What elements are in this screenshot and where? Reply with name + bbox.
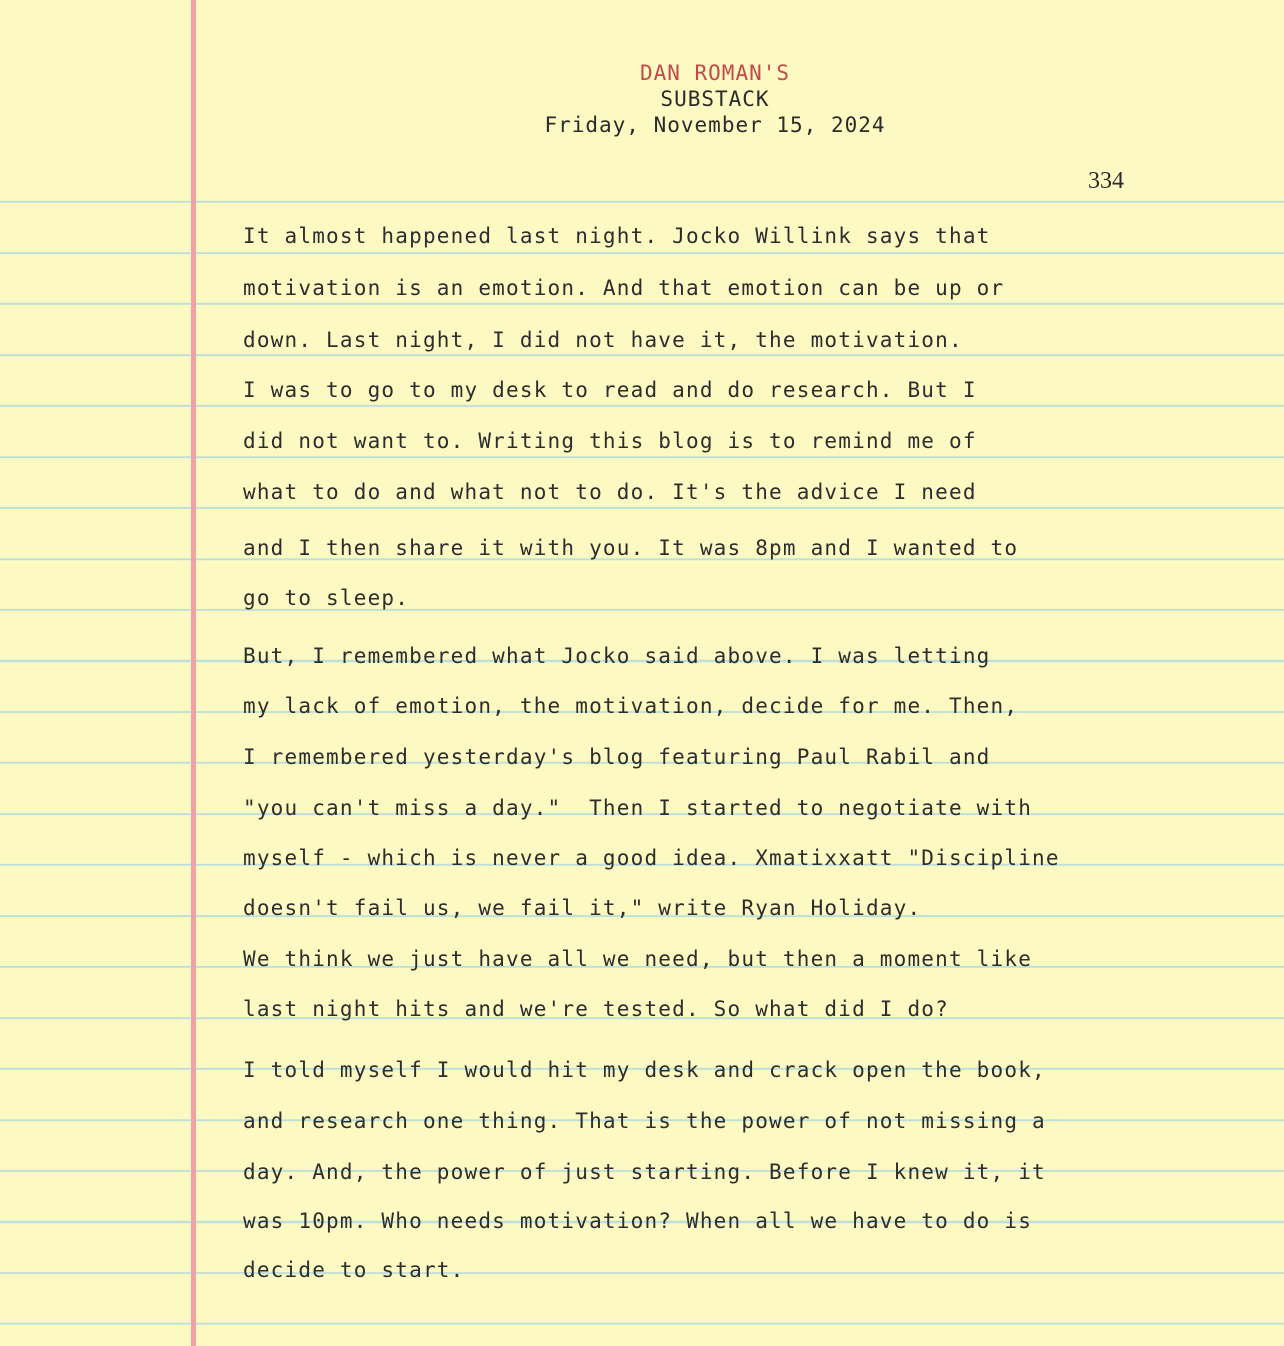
text-line: did not want to. Writing this blog is to remind me of <box>243 429 977 453</box>
page-number: 334 <box>1088 168 1124 194</box>
text-line: down. Last night, I did not have it, the motivation. <box>243 328 963 352</box>
text-line: I remembered yesterday's blog featuring Paul Rabil and <box>243 745 991 769</box>
text-line: decide to start. <box>243 1258 465 1282</box>
text-line: I was to go to my desk to read and do research. But I <box>243 378 977 402</box>
header-author: DAN ROMAN'S <box>639 61 791 85</box>
text-line: day. And, the power of just starting. Before I knew it, it <box>243 1160 1046 1184</box>
text-line: motivation is an emotion. And that emotion can be up or <box>243 276 1005 300</box>
text-line: But, I remembered what Jocko said above. I was letting <box>243 644 991 668</box>
header-publication: SUBSTACK <box>660 87 770 111</box>
text-line: last night hits and we're tested. So what did I do? <box>243 997 949 1021</box>
text-line: my lack of emotion, the motivation, decide for me. Then, <box>243 694 1019 718</box>
text-line: and research one thing. That is the power of not missing a <box>243 1109 1046 1133</box>
text-line: what to do and what not to do. It's the advice I need <box>243 480 977 504</box>
text-line: It almost happened last night. Jocko Willink says that <box>243 224 991 248</box>
text-line: I told myself I would hit my desk and crack open the book, <box>243 1058 1046 1082</box>
text-line: "you can't miss a day." Then I started to negotiate with <box>243 796 1033 820</box>
page-header <box>430 60 1000 138</box>
text-line: and I then share it with you. It was 8pm and I wanted to <box>243 536 1019 560</box>
header-date: Friday, November 15, 2024 <box>544 113 886 137</box>
text-line: go to sleep. <box>243 586 410 610</box>
text-line: was 10pm. Who needs motivation? When all we have to do is <box>243 1209 1033 1233</box>
red-margin-line <box>191 0 196 1346</box>
text-line: We think we just have all we need, but then a moment like <box>243 947 1033 971</box>
text-line: doesn't fail us, we fail it," write Ryan Holiday. <box>243 896 922 920</box>
text-line: myself - which is never a good idea. Xmatixxatt "Discipline <box>243 846 1060 870</box>
